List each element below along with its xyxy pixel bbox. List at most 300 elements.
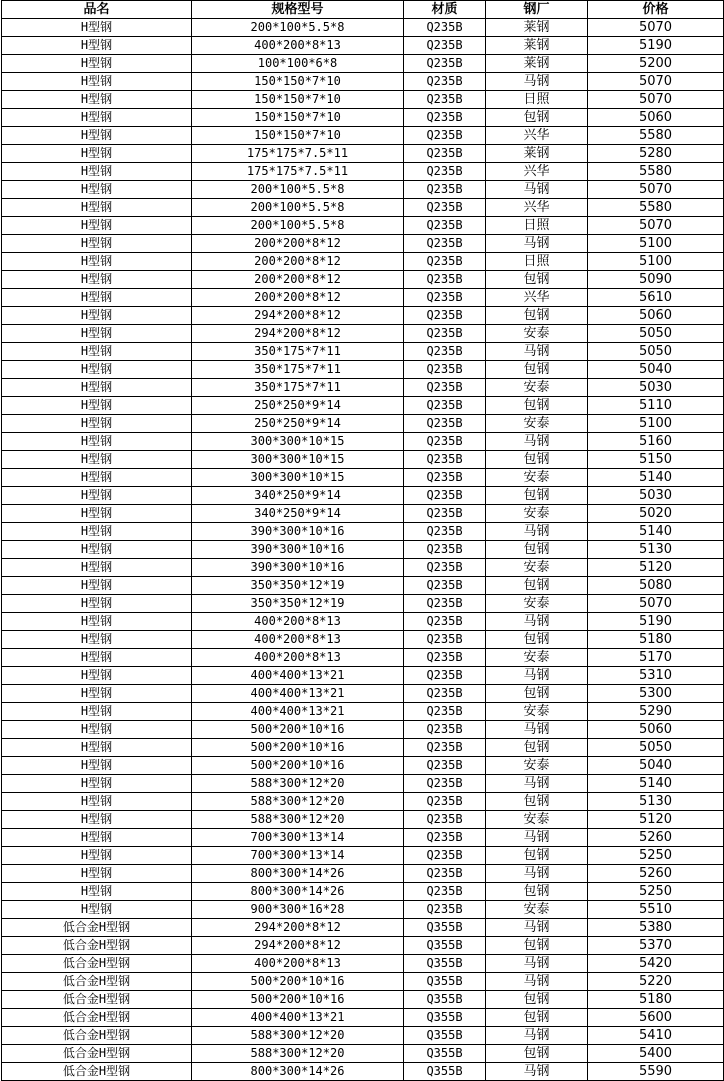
cell-price: 5140 bbox=[588, 523, 724, 541]
cell-price: 5030 bbox=[588, 487, 724, 505]
cell-product-name: H型钢 bbox=[2, 379, 192, 397]
cell-product-name: H型钢 bbox=[2, 577, 192, 595]
cell-specification: 500*200*10*16 bbox=[192, 973, 404, 991]
cell-material: Q235B bbox=[404, 109, 486, 127]
cell-specification: 350*350*12*19 bbox=[192, 595, 404, 613]
cell-specification: 150*150*7*10 bbox=[192, 73, 404, 91]
table-row bbox=[2, 487, 724, 505]
cell-steel-mill: 兴华 bbox=[486, 199, 588, 217]
table-row bbox=[2, 163, 724, 181]
cell-material: Q235B bbox=[404, 811, 486, 829]
cell-product-name: 低合金H型钢 bbox=[2, 937, 192, 955]
table-row bbox=[2, 973, 724, 991]
cell-material: Q235B bbox=[404, 487, 486, 505]
cell-specification: 400*400*13*21 bbox=[192, 1009, 404, 1027]
cell-price: 5160 bbox=[588, 433, 724, 451]
cell-product-name: H型钢 bbox=[2, 253, 192, 271]
cell-price: 5040 bbox=[588, 361, 724, 379]
cell-steel-mill: 包钢 bbox=[486, 109, 588, 127]
cell-material: Q235B bbox=[404, 703, 486, 721]
cell-price: 5150 bbox=[588, 451, 724, 469]
cell-material: Q235B bbox=[404, 541, 486, 559]
cell-specification: 588*300*12*20 bbox=[192, 775, 404, 793]
cell-product-name: H型钢 bbox=[2, 433, 192, 451]
cell-specification: 500*200*10*16 bbox=[192, 757, 404, 775]
cell-material: Q355B bbox=[404, 955, 486, 973]
cell-steel-mill: 马钢 bbox=[486, 1027, 588, 1045]
cell-specification: 150*150*7*10 bbox=[192, 91, 404, 109]
cell-price: 5280 bbox=[588, 145, 724, 163]
cell-price: 5050 bbox=[588, 343, 724, 361]
cell-specification: 294*200*8*12 bbox=[192, 307, 404, 325]
cell-specification: 588*300*12*20 bbox=[192, 793, 404, 811]
cell-specification: 588*300*12*20 bbox=[192, 811, 404, 829]
table-row bbox=[2, 1063, 724, 1081]
cell-specification: 390*300*10*16 bbox=[192, 523, 404, 541]
table-row bbox=[2, 919, 724, 937]
table-row bbox=[2, 1027, 724, 1045]
cell-product-name: H型钢 bbox=[2, 19, 192, 37]
cell-steel-mill: 包钢 bbox=[486, 577, 588, 595]
cell-steel-mill: 包钢 bbox=[486, 793, 588, 811]
cell-product-name: H型钢 bbox=[2, 451, 192, 469]
table-row bbox=[2, 865, 724, 883]
cell-price: 5250 bbox=[588, 883, 724, 901]
cell-specification: 400*400*13*21 bbox=[192, 667, 404, 685]
cell-specification: 800*300*14*26 bbox=[192, 1063, 404, 1081]
cell-steel-mill: 安泰 bbox=[486, 325, 588, 343]
table-row bbox=[2, 37, 724, 55]
cell-specification: 500*200*10*16 bbox=[192, 721, 404, 739]
cell-specification: 400*400*13*21 bbox=[192, 703, 404, 721]
table-row bbox=[2, 559, 724, 577]
cell-product-name: H型钢 bbox=[2, 361, 192, 379]
cell-product-name: H型钢 bbox=[2, 523, 192, 541]
cell-price: 5020 bbox=[588, 505, 724, 523]
cell-product-name: H型钢 bbox=[2, 649, 192, 667]
cell-product-name: H型钢 bbox=[2, 217, 192, 235]
cell-specification: 900*300*16*28 bbox=[192, 901, 404, 919]
table-row bbox=[2, 937, 724, 955]
cell-product-name: H型钢 bbox=[2, 541, 192, 559]
cell-product-name: H型钢 bbox=[2, 163, 192, 181]
cell-price: 5510 bbox=[588, 901, 724, 919]
cell-steel-mill: 日照 bbox=[486, 217, 588, 235]
cell-steel-mill: 马钢 bbox=[486, 235, 588, 253]
cell-price: 5200 bbox=[588, 55, 724, 73]
cell-material: Q235B bbox=[404, 361, 486, 379]
cell-material: Q235B bbox=[404, 181, 486, 199]
cell-steel-mill: 莱钢 bbox=[486, 55, 588, 73]
cell-product-name: H型钢 bbox=[2, 775, 192, 793]
cell-product-name: H型钢 bbox=[2, 307, 192, 325]
cell-steel-mill: 莱钢 bbox=[486, 145, 588, 163]
table-row bbox=[2, 649, 724, 667]
cell-specification: 800*300*14*26 bbox=[192, 883, 404, 901]
cell-material: Q235B bbox=[404, 865, 486, 883]
cell-product-name: H型钢 bbox=[2, 181, 192, 199]
cell-specification: 700*300*13*14 bbox=[192, 847, 404, 865]
cell-material: Q235B bbox=[404, 775, 486, 793]
cell-specification: 150*150*7*10 bbox=[192, 127, 404, 145]
table-row bbox=[2, 181, 724, 199]
cell-specification: 175*175*7.5*11 bbox=[192, 145, 404, 163]
cell-steel-mill: 日照 bbox=[486, 91, 588, 109]
cell-price: 5090 bbox=[588, 271, 724, 289]
cell-specification: 350*175*7*11 bbox=[192, 343, 404, 361]
cell-specification: 800*300*14*26 bbox=[192, 865, 404, 883]
cell-price: 5410 bbox=[588, 1027, 724, 1045]
cell-price: 5600 bbox=[588, 1009, 724, 1027]
table-row bbox=[2, 415, 724, 433]
cell-steel-mill: 安泰 bbox=[486, 559, 588, 577]
cell-price: 5050 bbox=[588, 325, 724, 343]
cell-steel-mill: 马钢 bbox=[486, 829, 588, 847]
cell-steel-mill: 包钢 bbox=[486, 991, 588, 1009]
table-row bbox=[2, 883, 724, 901]
table-row bbox=[2, 631, 724, 649]
cell-material: Q235B bbox=[404, 613, 486, 631]
cell-steel-mill: 安泰 bbox=[486, 811, 588, 829]
cell-material: Q235B bbox=[404, 577, 486, 595]
header-specification: 规格型号 bbox=[192, 1, 404, 19]
table-body bbox=[2, 19, 724, 1081]
cell-steel-mill: 安泰 bbox=[486, 415, 588, 433]
table-row bbox=[2, 55, 724, 73]
cell-product-name: H型钢 bbox=[2, 613, 192, 631]
cell-product-name: H型钢 bbox=[2, 901, 192, 919]
cell-product-name: 低合金H型钢 bbox=[2, 991, 192, 1009]
table-row bbox=[2, 541, 724, 559]
cell-product-name: H型钢 bbox=[2, 703, 192, 721]
table-row bbox=[2, 253, 724, 271]
cell-material: Q235B bbox=[404, 379, 486, 397]
cell-product-name: 低合金H型钢 bbox=[2, 955, 192, 973]
cell-price: 5180 bbox=[588, 991, 724, 1009]
cell-steel-mill: 安泰 bbox=[486, 595, 588, 613]
cell-specification: 294*200*8*12 bbox=[192, 937, 404, 955]
cell-material: Q235B bbox=[404, 469, 486, 487]
cell-material: Q235B bbox=[404, 19, 486, 37]
cell-specification: 175*175*7.5*11 bbox=[192, 163, 404, 181]
cell-product-name: H型钢 bbox=[2, 631, 192, 649]
cell-steel-mill: 包钢 bbox=[486, 883, 588, 901]
cell-product-name: H型钢 bbox=[2, 199, 192, 217]
cell-price: 5110 bbox=[588, 397, 724, 415]
cell-price: 5590 bbox=[588, 1063, 724, 1081]
cell-material: Q355B bbox=[404, 1009, 486, 1027]
cell-product-name: 低合金H型钢 bbox=[2, 1063, 192, 1081]
cell-specification: 390*300*10*16 bbox=[192, 541, 404, 559]
cell-product-name: H型钢 bbox=[2, 667, 192, 685]
cell-price: 5300 bbox=[588, 685, 724, 703]
table-row bbox=[2, 433, 724, 451]
table-row bbox=[2, 775, 724, 793]
cell-steel-mill: 包钢 bbox=[486, 1009, 588, 1027]
cell-material: Q235B bbox=[404, 91, 486, 109]
cell-product-name: H型钢 bbox=[2, 343, 192, 361]
cell-steel-mill: 包钢 bbox=[486, 631, 588, 649]
cell-material: Q235B bbox=[404, 289, 486, 307]
table-row bbox=[2, 199, 724, 217]
cell-price: 5170 bbox=[588, 649, 724, 667]
cell-price: 5190 bbox=[588, 613, 724, 631]
cell-price: 5060 bbox=[588, 307, 724, 325]
cell-specification: 300*300*10*15 bbox=[192, 451, 404, 469]
header-row bbox=[2, 1, 724, 19]
cell-price: 5070 bbox=[588, 91, 724, 109]
cell-steel-mill: 兴华 bbox=[486, 127, 588, 145]
cell-specification: 340*250*9*14 bbox=[192, 505, 404, 523]
cell-specification: 400*200*8*13 bbox=[192, 649, 404, 667]
cell-specification: 200*200*8*12 bbox=[192, 271, 404, 289]
cell-specification: 400*200*8*13 bbox=[192, 631, 404, 649]
cell-material: Q235B bbox=[404, 505, 486, 523]
table-row bbox=[2, 19, 724, 37]
cell-product-name: H型钢 bbox=[2, 685, 192, 703]
cell-steel-mill: 马钢 bbox=[486, 613, 588, 631]
cell-price: 5050 bbox=[588, 739, 724, 757]
cell-specification: 588*300*12*20 bbox=[192, 1045, 404, 1063]
cell-price: 5070 bbox=[588, 19, 724, 37]
cell-price: 5180 bbox=[588, 631, 724, 649]
cell-product-name: H型钢 bbox=[2, 721, 192, 739]
cell-price: 5250 bbox=[588, 847, 724, 865]
table-row bbox=[2, 1045, 724, 1063]
cell-specification: 350*350*12*19 bbox=[192, 577, 404, 595]
cell-steel-mill: 马钢 bbox=[486, 343, 588, 361]
table-row bbox=[2, 289, 724, 307]
cell-specification: 250*250*9*14 bbox=[192, 415, 404, 433]
cell-price: 5370 bbox=[588, 937, 724, 955]
cell-price: 5610 bbox=[588, 289, 724, 307]
cell-material: Q355B bbox=[404, 1027, 486, 1045]
cell-price: 5070 bbox=[588, 73, 724, 91]
cell-product-name: H型钢 bbox=[2, 415, 192, 433]
cell-specification: 350*175*7*11 bbox=[192, 361, 404, 379]
cell-price: 5120 bbox=[588, 811, 724, 829]
cell-product-name: H型钢 bbox=[2, 55, 192, 73]
cell-specification: 294*200*8*12 bbox=[192, 919, 404, 937]
cell-price: 5130 bbox=[588, 793, 724, 811]
cell-material: Q355B bbox=[404, 973, 486, 991]
cell-specification: 500*200*10*16 bbox=[192, 739, 404, 757]
cell-specification: 400*200*8*13 bbox=[192, 613, 404, 631]
cell-price: 5310 bbox=[588, 667, 724, 685]
cell-product-name: H型钢 bbox=[2, 397, 192, 415]
cell-specification: 100*100*6*8 bbox=[192, 55, 404, 73]
table-row bbox=[2, 757, 724, 775]
cell-material: Q235B bbox=[404, 901, 486, 919]
cell-specification: 200*100*5.5*8 bbox=[192, 19, 404, 37]
cell-price: 5260 bbox=[588, 829, 724, 847]
cell-material: Q235B bbox=[404, 307, 486, 325]
cell-material: Q235B bbox=[404, 271, 486, 289]
table-row bbox=[2, 127, 724, 145]
cell-material: Q235B bbox=[404, 631, 486, 649]
cell-specification: 500*200*10*16 bbox=[192, 991, 404, 1009]
cell-product-name: H型钢 bbox=[2, 829, 192, 847]
table-row bbox=[2, 91, 724, 109]
cell-material: Q235B bbox=[404, 595, 486, 613]
table-row bbox=[2, 343, 724, 361]
cell-material: Q235B bbox=[404, 721, 486, 739]
cell-price: 5400 bbox=[588, 1045, 724, 1063]
cell-material: Q235B bbox=[404, 145, 486, 163]
table-row bbox=[2, 523, 724, 541]
table-row bbox=[2, 793, 724, 811]
cell-price: 5120 bbox=[588, 559, 724, 577]
cell-steel-mill: 马钢 bbox=[486, 433, 588, 451]
cell-material: Q235B bbox=[404, 73, 486, 91]
cell-steel-mill: 包钢 bbox=[486, 847, 588, 865]
cell-steel-mill: 包钢 bbox=[486, 541, 588, 559]
cell-product-name: H型钢 bbox=[2, 739, 192, 757]
table-row bbox=[2, 811, 724, 829]
table-row bbox=[2, 955, 724, 973]
cell-steel-mill: 安泰 bbox=[486, 901, 588, 919]
cell-product-name: H型钢 bbox=[2, 595, 192, 613]
cell-material: Q355B bbox=[404, 919, 486, 937]
table-row bbox=[2, 613, 724, 631]
cell-price: 5580 bbox=[588, 127, 724, 145]
cell-material: Q235B bbox=[404, 649, 486, 667]
cell-product-name: H型钢 bbox=[2, 847, 192, 865]
cell-price: 5140 bbox=[588, 775, 724, 793]
cell-price: 5290 bbox=[588, 703, 724, 721]
cell-material: Q235B bbox=[404, 433, 486, 451]
cell-product-name: H型钢 bbox=[2, 289, 192, 307]
header-material: 材质 bbox=[404, 1, 486, 19]
cell-price: 5260 bbox=[588, 865, 724, 883]
cell-price: 5070 bbox=[588, 181, 724, 199]
cell-product-name: H型钢 bbox=[2, 865, 192, 883]
cell-product-name: H型钢 bbox=[2, 793, 192, 811]
cell-material: Q235B bbox=[404, 757, 486, 775]
cell-product-name: H型钢 bbox=[2, 127, 192, 145]
cell-steel-mill: 包钢 bbox=[486, 1045, 588, 1063]
cell-specification: 294*200*8*12 bbox=[192, 325, 404, 343]
cell-steel-mill: 安泰 bbox=[486, 649, 588, 667]
cell-product-name: H型钢 bbox=[2, 271, 192, 289]
cell-price: 5580 bbox=[588, 199, 724, 217]
table-row bbox=[2, 451, 724, 469]
cell-material: Q235B bbox=[404, 343, 486, 361]
cell-specification: 250*250*9*14 bbox=[192, 397, 404, 415]
cell-product-name: 低合金H型钢 bbox=[2, 1027, 192, 1045]
cell-product-name: H型钢 bbox=[2, 37, 192, 55]
price-table bbox=[1, 0, 724, 1081]
table-row bbox=[2, 235, 724, 253]
cell-specification: 400*200*8*13 bbox=[192, 37, 404, 55]
cell-material: Q235B bbox=[404, 253, 486, 271]
cell-material: Q235B bbox=[404, 199, 486, 217]
cell-steel-mill: 莱钢 bbox=[486, 19, 588, 37]
cell-specification: 390*300*10*16 bbox=[192, 559, 404, 577]
table-row bbox=[2, 739, 724, 757]
cell-product-name: H型钢 bbox=[2, 757, 192, 775]
cell-material: Q355B bbox=[404, 937, 486, 955]
cell-steel-mill: 马钢 bbox=[486, 1063, 588, 1081]
cell-material: Q235B bbox=[404, 415, 486, 433]
cell-material: Q235B bbox=[404, 667, 486, 685]
cell-specification: 200*200*8*12 bbox=[192, 289, 404, 307]
cell-material: Q235B bbox=[404, 235, 486, 253]
cell-steel-mill: 马钢 bbox=[486, 523, 588, 541]
cell-price: 5060 bbox=[588, 721, 724, 739]
cell-specification: 300*300*10*15 bbox=[192, 433, 404, 451]
cell-material: Q235B bbox=[404, 685, 486, 703]
cell-steel-mill: 马钢 bbox=[486, 721, 588, 739]
cell-price: 5070 bbox=[588, 595, 724, 613]
table-row bbox=[2, 145, 724, 163]
cell-steel-mill: 安泰 bbox=[486, 505, 588, 523]
cell-steel-mill: 包钢 bbox=[486, 487, 588, 505]
cell-steel-mill: 包钢 bbox=[486, 451, 588, 469]
cell-specification: 300*300*10*15 bbox=[192, 469, 404, 487]
cell-product-name: H型钢 bbox=[2, 505, 192, 523]
cell-material: Q235B bbox=[404, 55, 486, 73]
table-row bbox=[2, 829, 724, 847]
table-row bbox=[2, 577, 724, 595]
cell-material: Q235B bbox=[404, 37, 486, 55]
cell-price: 5220 bbox=[588, 973, 724, 991]
cell-specification: 700*300*13*14 bbox=[192, 829, 404, 847]
cell-specification: 150*150*7*10 bbox=[192, 109, 404, 127]
cell-product-name: H型钢 bbox=[2, 469, 192, 487]
cell-price: 5100 bbox=[588, 235, 724, 253]
cell-steel-mill: 马钢 bbox=[486, 181, 588, 199]
cell-product-name: H型钢 bbox=[2, 235, 192, 253]
cell-price: 5580 bbox=[588, 163, 724, 181]
cell-material: Q235B bbox=[404, 883, 486, 901]
cell-steel-mill: 兴华 bbox=[486, 163, 588, 181]
cell-material: Q355B bbox=[404, 1045, 486, 1063]
cell-steel-mill: 包钢 bbox=[486, 937, 588, 955]
cell-steel-mill: 马钢 bbox=[486, 955, 588, 973]
cell-material: Q235B bbox=[404, 559, 486, 577]
table-row bbox=[2, 595, 724, 613]
table-row bbox=[2, 109, 724, 127]
table-row bbox=[2, 703, 724, 721]
cell-price: 5420 bbox=[588, 955, 724, 973]
cell-price: 5380 bbox=[588, 919, 724, 937]
cell-specification: 400*200*8*13 bbox=[192, 955, 404, 973]
table-row bbox=[2, 73, 724, 91]
cell-price: 5140 bbox=[588, 469, 724, 487]
table-row bbox=[2, 901, 724, 919]
cell-steel-mill: 包钢 bbox=[486, 307, 588, 325]
table-row bbox=[2, 307, 724, 325]
cell-steel-mill: 马钢 bbox=[486, 775, 588, 793]
cell-steel-mill: 马钢 bbox=[486, 667, 588, 685]
cell-steel-mill: 包钢 bbox=[486, 739, 588, 757]
cell-product-name: H型钢 bbox=[2, 811, 192, 829]
cell-price: 5100 bbox=[588, 415, 724, 433]
cell-steel-mill: 包钢 bbox=[486, 361, 588, 379]
cell-steel-mill: 包钢 bbox=[486, 271, 588, 289]
header-product-name: 品名 bbox=[2, 1, 192, 19]
table-row bbox=[2, 721, 724, 739]
table-row bbox=[2, 667, 724, 685]
cell-material: Q235B bbox=[404, 451, 486, 469]
cell-price: 5080 bbox=[588, 577, 724, 595]
cell-product-name: 低合金H型钢 bbox=[2, 919, 192, 937]
cell-steel-mill: 马钢 bbox=[486, 919, 588, 937]
cell-material: Q235B bbox=[404, 163, 486, 181]
cell-specification: 200*100*5.5*8 bbox=[192, 181, 404, 199]
cell-price: 5060 bbox=[588, 109, 724, 127]
